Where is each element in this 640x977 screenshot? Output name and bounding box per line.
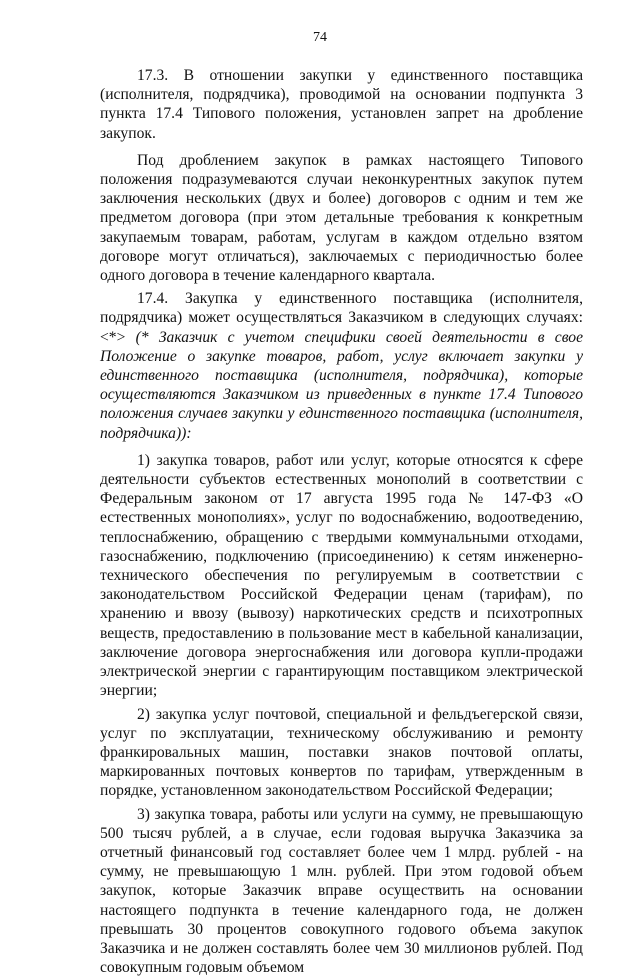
page-number: 74 (313, 30, 327, 45)
list-item-2: 2) закупка услуг почтовой, специальной и фельдъегерской связи, услуг по эксплуатации, техническому обслуживанию и ремонту франкировальных машин, поставки знаков почтовой оплаты, маркированных почтовых конвертов по тарифам, утвержденным в порядке, установленном законодательством Российской Федерации; (100, 705, 583, 800)
list-item-1: 1) закупка товаров, работ или услуг, которые относятся к сфере деятельности субъектов естественных монополий в соответствии с Федеральным законом от 17 августа 1995 года № 147-ФЗ «О естественных монополиях», услуг по водоснабжению, водоотведению, теплоснабжению, обращению с твердыми коммунальными отходами, газоснабжению, подключению (присоединению) к сетям инженерно-технического обеспечения по регулируемым в соответствии с законодательством Российской Федерации ценам (тарифам), по хранению и ввозу (вывозу) наркотических средств и психотропных веществ, предоставлению в пользование мест в кабельной канализации, заключение договора энергоснабжения или договора купли-продажи электрической энергии с гарантирующим поставщиком электрической энергии; (100, 451, 583, 700)
footnote-marker: <*> (100, 328, 136, 346)
document-body (100, 66, 583, 977)
footnote-note: (* Заказчик с учетом специфики своей деятельности в свое Положение о закупке товаров, работ, услуг включает закупки у единственного поставщика (исполнителя, подрядчика), которые осуществляются Заказчиком из приведенных в пункте 17.4 Типового положения случаев закупки у единственного поставщика (исполнителя, подрядчика)): (100, 328, 583, 442)
paragraph-fragmentation-definition: Под дроблением закупок в рамках настоящего Типового положения подразумеваются случаи неконкурентных закупок путем заключения нескольких (двух и более) договоров с одним и тем же предметом договора (при этом детальные требования к конкретным закупаемым товарам, работам, услугам в каждом отдельно взятом договоре могут отличаться), заключаемых с периодичностью более одного договора в течение календарного квартала. (100, 151, 583, 285)
paragraph-17-4 (100, 289, 583, 443)
list-item-3: 3) закупка товара, работы или услуги на сумму, не превышающую 500 тысяч рублей, а в случае, если годовая выручка Заказчика за отчетный финансовый год составляет более чем 1 млрд. рублей - на сумму, не превышающую 1 млн. рублей. При этом годовой объем закупок, которые Заказчик вправе осуществить на основании настоящего подпункта в течение календарного года, не должен превышать 30 процентов совокупного годового объема закупок Заказчика и не должен составлять более чем 30 миллионов рублей. Под совокупным годовым объемом (100, 805, 583, 977)
paragraph-17-4-text: 17.4. Закупка у единственного поставщика (исполнителя, подрядчика) может осуществляться Заказчиком в следующих случаях: (100, 290, 583, 327)
paragraph-17-3: 17.3. В отношении закупки у единственного поставщика (исполнителя, подрядчика), проводимой на основании подпункта 3 пункта 17.4 Типового положения, установлен запрет на дробление закупок. (100, 67, 583, 142)
